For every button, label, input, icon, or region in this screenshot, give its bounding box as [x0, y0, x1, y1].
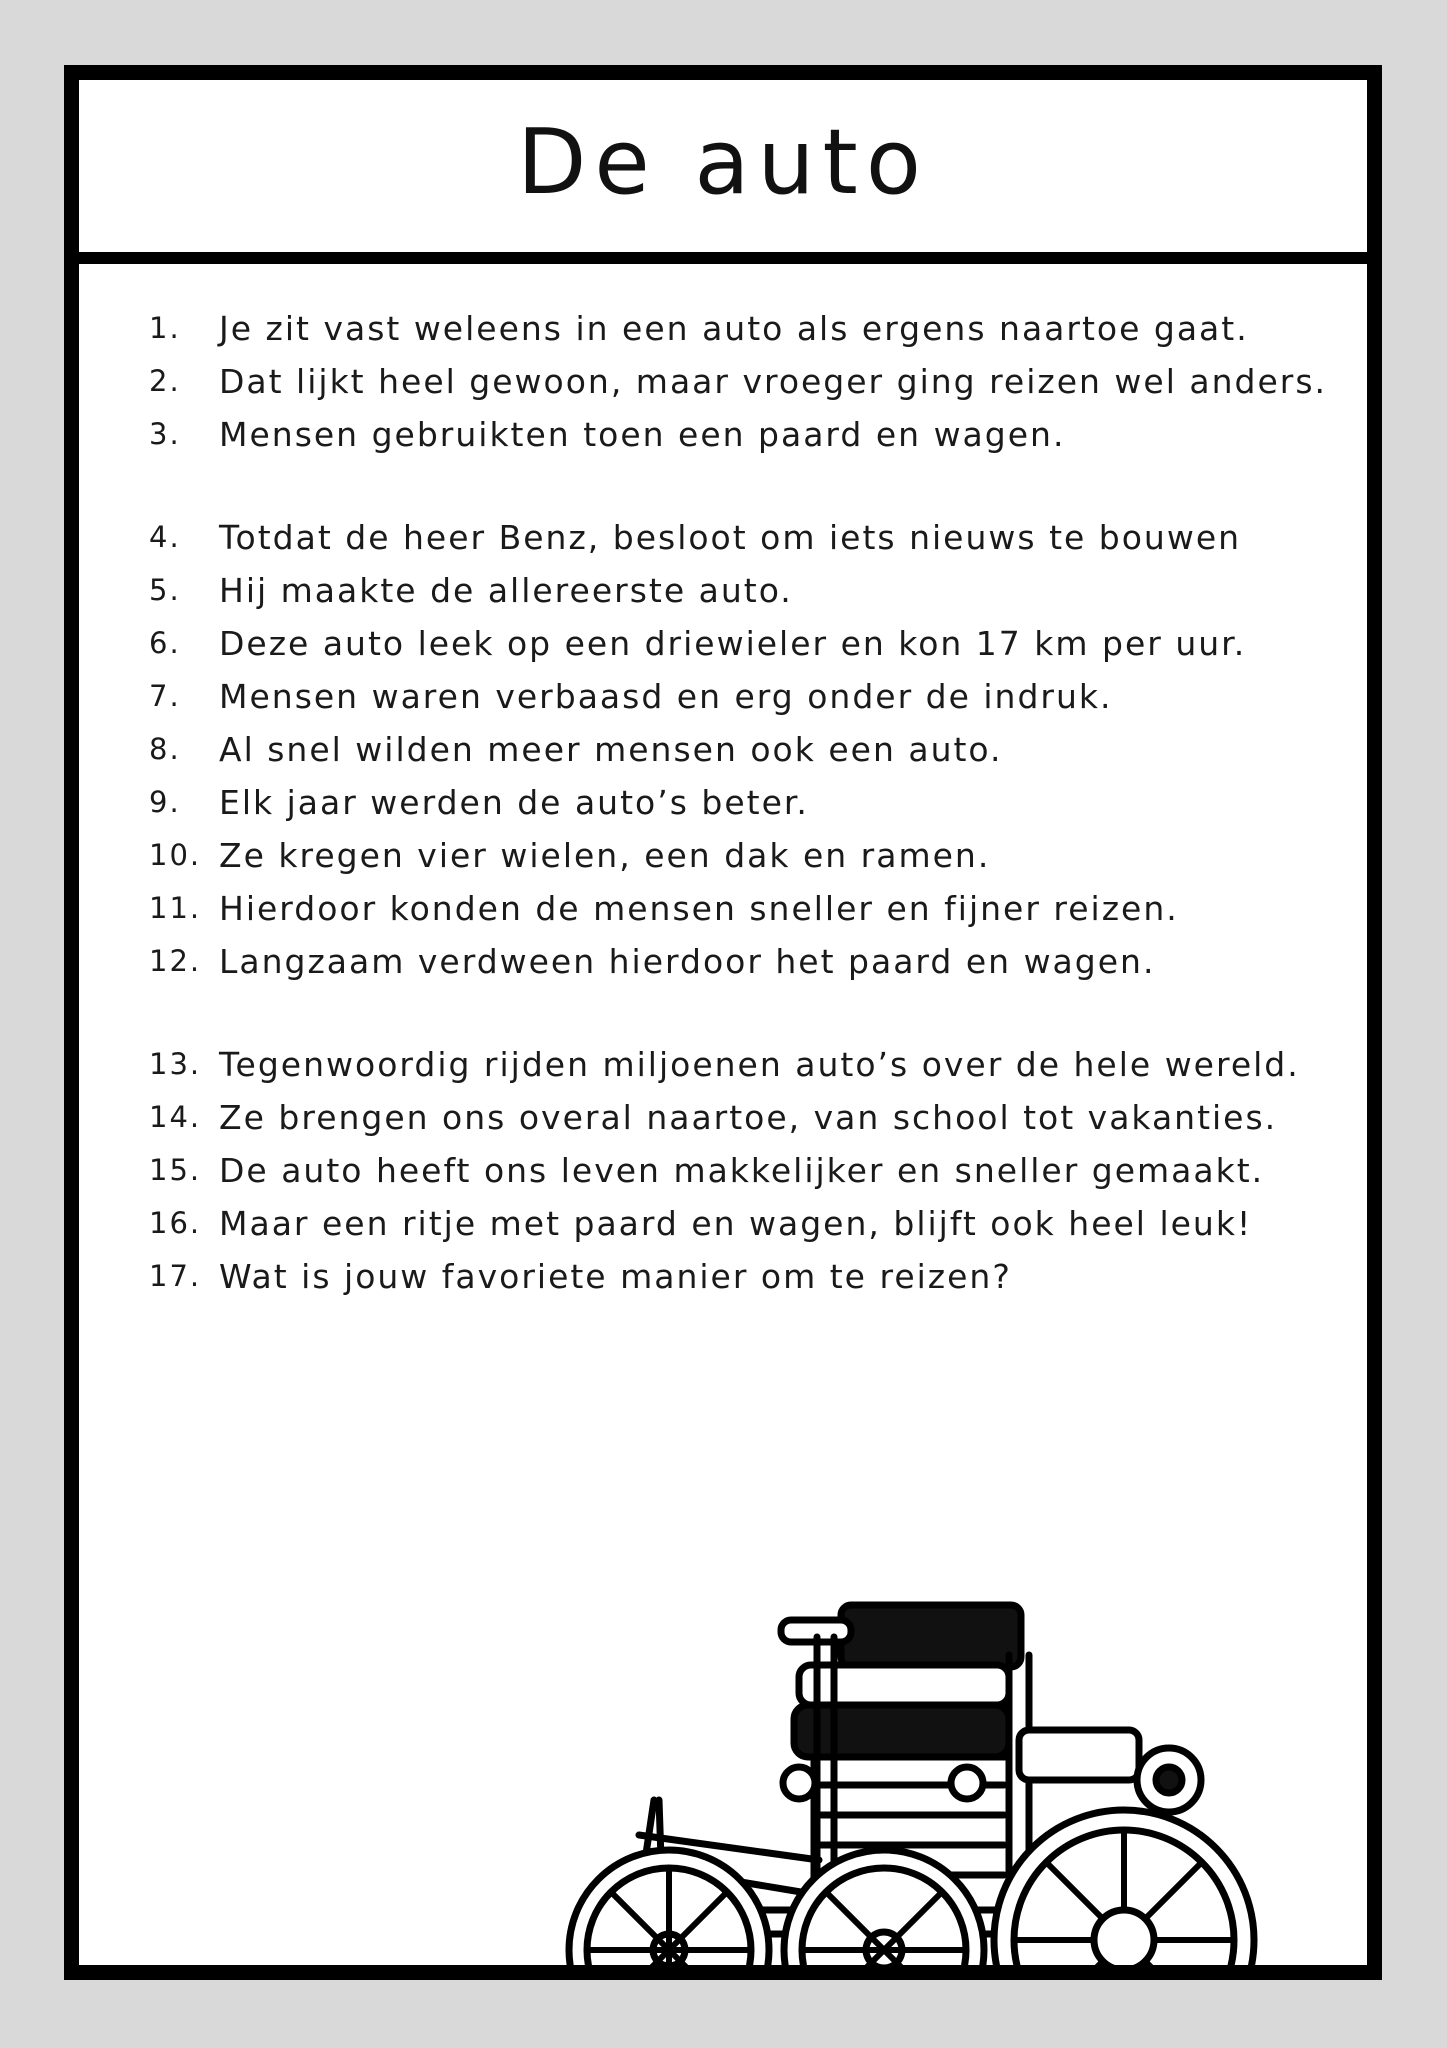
- list-item: [149, 355, 1379, 408]
- list-item: [149, 723, 1379, 776]
- line-number: 13.: [149, 1047, 202, 1081]
- line-number: 5.: [149, 573, 181, 607]
- list-item: [149, 829, 1379, 882]
- line-text: Je zit vast weleens in een auto als ergens naartoe gaat.: [219, 309, 1249, 348]
- line-number: 12.: [149, 944, 202, 978]
- line-text: Hierdoor konden de mensen sneller en fijner reizen.: [219, 889, 1179, 928]
- line-text: Hij maakte de allereerste auto.: [219, 571, 793, 610]
- list-item: [149, 882, 1379, 935]
- list-item: [149, 564, 1379, 617]
- line-text: Deze auto leek op een driewieler en kon 17 km per uur.: [219, 624, 1247, 663]
- line-text: Al snel wilden meer mensen ook een auto.: [219, 730, 1003, 769]
- line-text: Mensen waren verbaasd en erg onder de indruk.: [219, 677, 1113, 716]
- line-text: Tegenwoordig rijden miljoenen auto’s over de hele wereld.: [219, 1045, 1300, 1084]
- list-item: [149, 1144, 1379, 1197]
- list-item: [149, 1091, 1379, 1144]
- list-item: [149, 1038, 1379, 1091]
- list-item: [149, 302, 1379, 355]
- list-item: [149, 776, 1379, 829]
- list-item: [149, 1197, 1379, 1250]
- line-text: Dat lijkt heel gewoon, maar vroeger ging reizen wel anders.: [219, 362, 1328, 401]
- line-text: De auto heeft ons leven makkelijker en sneller gemaakt.: [219, 1151, 1265, 1190]
- line-text: Ze kregen vier wielen, een dak en ramen.: [219, 836, 991, 875]
- line-text: Totdat de heer Benz, besloot om iets nieuws te bouwen: [219, 518, 1242, 557]
- line-number: 4.: [149, 520, 181, 554]
- page-title: De auto: [517, 109, 929, 215]
- sentence-list: [149, 302, 1379, 1303]
- list-item: [149, 1250, 1379, 1303]
- line-number: 11.: [149, 891, 202, 925]
- antique-car-icon: [559, 1515, 1349, 1980]
- line-text: Ze brengen ons overal naartoe, van school tot vakanties.: [219, 1098, 1278, 1137]
- line-number: 17.: [149, 1259, 202, 1293]
- line-text: Maar een ritje met paard en wagen, blijft ook heel leuk!: [219, 1204, 1253, 1243]
- list-item: [149, 617, 1379, 670]
- line-number: 1.: [149, 311, 181, 345]
- line-number: 16.: [149, 1206, 202, 1240]
- worksheet: [64, 65, 1382, 1980]
- line-text: Elk jaar werden de auto’s beter.: [219, 783, 809, 822]
- line-number: 7.: [149, 679, 181, 713]
- line-number: 8.: [149, 732, 181, 766]
- line-number: 14.: [149, 1100, 202, 1134]
- title-box: [79, 80, 1367, 264]
- line-text: Langzaam verdween hierdoor het paard en wagen.: [219, 942, 1156, 981]
- list-item: [149, 511, 1379, 564]
- line-number: 10.: [149, 838, 202, 872]
- line-number: 15.: [149, 1153, 202, 1187]
- line-text: Wat is jouw favoriete manier om te reizen?: [219, 1257, 1012, 1296]
- line-number: 2.: [149, 364, 181, 398]
- list-item: [149, 408, 1379, 461]
- line-number: 6.: [149, 626, 181, 660]
- list-item: [149, 670, 1379, 723]
- line-number: 3.: [149, 417, 181, 451]
- list-item: [149, 935, 1379, 988]
- line-number: 9.: [149, 785, 181, 819]
- line-text: Mensen gebruikten toen een paard en wagen.: [219, 415, 1066, 454]
